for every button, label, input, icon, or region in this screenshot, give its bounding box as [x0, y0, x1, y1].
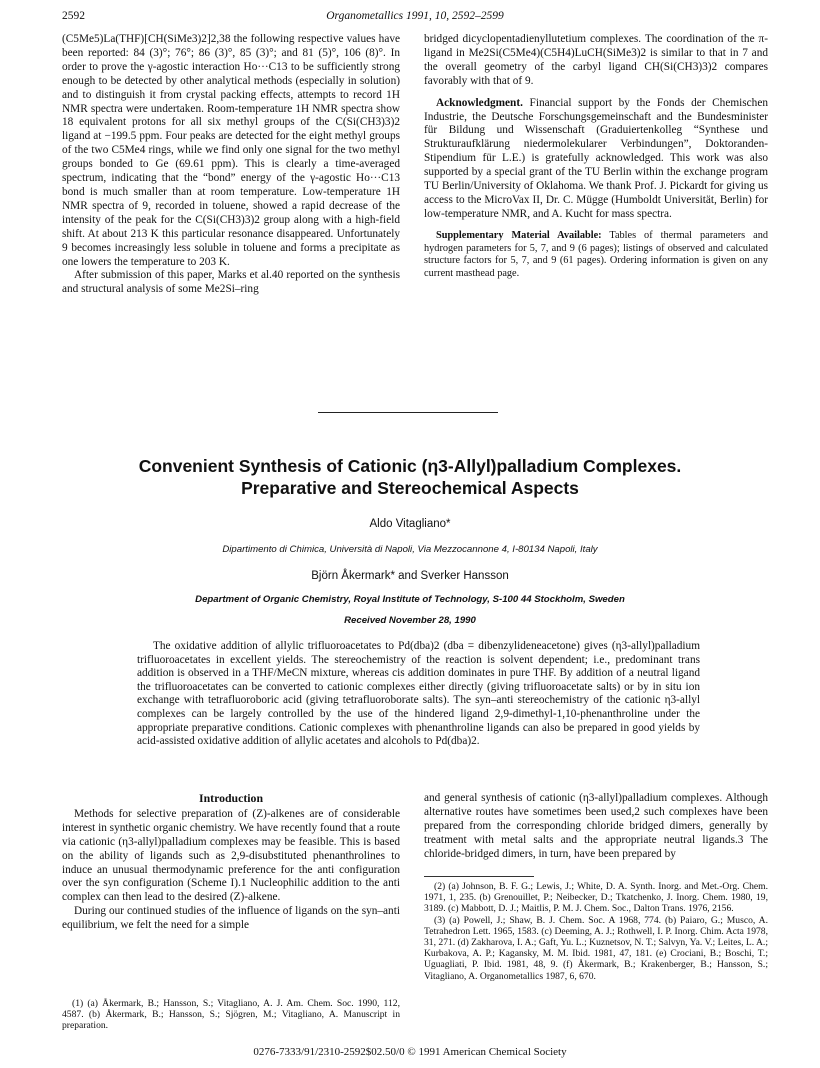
section-divider	[318, 412, 498, 413]
left-column-bottom	[62, 792, 400, 933]
body-paragraph: (C5Me5)La(THF)[CH(SiMe3)2]2,38 the following respective values have been reported: 84 (3)°; 76°; 86 (3)°, 85 (3)°; and 81 (5)°, 106 (8)°. In order to prove the γ-agostic interaction Ho···C13 to be sufficiently strong enough to be detected by other analytical methods (especially in solution) and to distinguish it from crystal packing effects, attempts to record 1H NMR spectra were undertaken. Room-temperature 1H NMR spectra show 18 equivalent protons for all six methyl groups of the C(Si(CH3)3)2 ligand at −199.5 ppm. Four peaks are detected for the eight methyl groups of the two C5Me4 rings, while we find only one signal for the two methyl groups bonded to Ge (69.61 ppm). This is clearly a time-averaged spectrum, indicating that the “bond” energy of the γ-agostic Ho···C13 bond is much smaller than at room temperature. Low-temperature 1H NMR spectra of 9, recorded in toluene, showed a rapid decrease of the intensity of the peak for the C(Si(CH3)3)2 group along with a high-field shift. At about 213 K this particular resonance disappeared. Unfortunately 9 becomes increasingly less soluble in toluene and forms a precipitate as one lowers the temperature to 203 K.	[62, 33, 400, 268]
body-paragraph: Methods for selective preparation of (Z)-alkenes are of considerable interest in synthetic organic chemistry. We have recently found that a route via cationic (η3-allyl)palladium complexes may be feasible. This is based on the ability of ligands such as 2,9-disubstituted phenanthrolines to induce an unusual thermodynamic preference for the anti configuration over the syn configuration (Scheme I).1 Nucleophilic addition to the anti complex can then lead to the desired (Z)-alkene.	[62, 807, 400, 904]
page-number: 2592	[62, 10, 85, 22]
section-heading: Introduction	[198, 791, 264, 805]
footnote-rule	[424, 876, 534, 877]
ack-text: Financial support by the Fonds der Chemischen Industrie, the Deutsche Forschungsgemeinschaft and the Bundesminister für Bildung und Wissenschaft (Graduiertenkolleg “Synthese und Strukturaufklärung niedermolekularer Verbindungen”, Doktoranden-Stipendium für L.E.) is gratefully acknowledged. This work was also supported by a special grant of the TU Berlin within the exchange program TU Berlin/University of Oklahoma. We thank Prof. J. Pickardt for giving us access to the MicroVax II, Dr. C. Mügge (Humboldt Universität, Berlin) for low-temperature NMR, and A. Kucht for mass spectra.	[424, 96, 768, 220]
running-header	[62, 10, 768, 26]
footnote: (2) (a) Johnson, B. F. G.; Lewis, J.; White, D. A. Synth. Inorg. and Met.-Org. Chem. 1971, 1, 235. (b) Grenouillet, P.; Neibecker, D.; Tkatchenko, J. Inorg. Chem. 1980, 19, 3189. (c) Mabbott, D. J.; Maitlis, P. M. J. Chem. Soc., Dalton Trans. 1976, 2156.	[424, 881, 768, 915]
supplementary-material	[424, 230, 768, 281]
article-title	[40, 455, 780, 499]
abstract: The oxidative addition of allylic trifluoroacetates to Pd(dba)2 (dba = dibenzylideneacetone) gives (η3-allyl)palladium trifluoroacetates in excellent yields. The stereochemistry of the reaction is solvent dependent; i.e., predominant trans addition is observed in a THF/MeCN mixture, whereas cis addition dominates in pure THF. By addition of a neutral ligand the trifluoroacetates can be converted to cationic complexes either directly (giving trifluoroacetate salts) or by in situ ion exchange with tetrafluoroboric acid (giving tetrafluoroborate salts). The syn–anti stereochemistry of the cationic η3-allyl complexes can be largely controlled by the use of the hindered ligand 2,9-dimethyl-1,10-phenanthroline under the appropriate preparative conditions. Cationic complexes with phenanthroline ligands can also be prepared in good yields by acid-assisted oxidative addition of allylic acetates and alcohols to Pd(dba)2.	[137, 640, 700, 748]
supp-text: Tables of thermal parameters and hydrogen parameters for 5, 7, and 9 (6 pages); listings of observed and calculated structure factors for 5, 7, and 9 (61 pages). Ordering information is given on any current masthead page.	[424, 229, 768, 280]
author: Björn Åkermark* and Sverker Hansson	[311, 570, 509, 582]
right-column-bottom	[424, 792, 768, 862]
body-paragraph: and general synthesis of cationic (η3-allyl)palladium complexes. Although alternative routes have sometimes been used,2 such complexes have been prepared from the corresponding chloride bridged dimers, generally by treatment with metal salts and the appropriate neutral ligands.3 The chloride-bridged dimers, in turn, have been prepared by	[424, 792, 768, 860]
footnotes-left	[62, 998, 400, 1032]
affiliation: Department of Organic Chemistry, Royal Institute of Technology, S-100 44 Stockholm, Sweden	[195, 594, 625, 605]
body-paragraph: During our continued studies of the influence of ligands on the syn–anti equilibrium, we felt the need for a simple	[62, 905, 400, 932]
footnote: (1) (a) Åkermark, B.; Hansson, S.; Vitagliano, A. J. Am. Chem. Soc. 1990, 112, 4587. (b) Åkermark, B.; Hansson, S.; Sjögren, M.; Vitagliano, A. Manuscript in preparation.	[62, 998, 400, 1032]
left-column-top	[62, 33, 400, 297]
body-paragraph: bridged dicyclopentadienyllutetium complexes. The coordination of the π-ligand in Me2Si(C5Me4)(C5H4)LuCH(SiMe3)2 is similar to that in 7 and the overall geometry of the carbyl ligand CH(Si(CH3)3)2 compares favorably with that of 9.	[424, 33, 768, 87]
footnotes-right	[424, 866, 768, 982]
received-date: Received November 28, 1990	[344, 615, 476, 626]
author: Aldo Vitagliano*	[369, 518, 451, 530]
affiliation: Dipartimento di Chimica, Università di Napoli, Via Mezzocannone 4, I-80134 Napoli, Italy	[222, 544, 598, 555]
title-line: Preparative and Stereochemical Aspects	[241, 478, 579, 498]
journal-citation: Organometallics 1991, 10, 2592–2599	[326, 10, 504, 22]
footnote: (3) (a) Powell, J.; Shaw, B. J. Chem. Soc. A 1968, 774. (b) Paiaro, G.; Musco, A. Tetrahedron Lett. 1965, 1583. (c) Deeming, A. J.; Rothwell, I. P. Inorg. Chim. Acta 1978, 31, 271. (d) Zakharova, I. A.; Gaft, Yu. L.; Kuznetsov, N. T.; Salvyn, Ya. V.; Leites, L. A.; Kurbakova, A. P.; Kagansky, M. M. Ibid. 1981, 47, 181. (e) Crociani, B.; Boschi, T.; Uguagliati, P. Ibid. 1981, 48, 9. (f) Åkermark, B.; Krakenberger, B.; Hansson, S.; Vitagliano, A. Organometallics 1987, 6, 670.	[424, 914, 768, 982]
right-column-top	[424, 33, 768, 281]
page-footer: 0276-7333/91/2310-2592$02.50/0 © 1991 American Chemical Society	[253, 1046, 567, 1058]
ack-label: Acknowledgment.	[436, 96, 523, 109]
acknowledgment	[424, 97, 768, 222]
title-line: Convenient Synthesis of Cationic (η3-Allyl)palladium Complexes.	[138, 456, 682, 476]
supp-label: Supplementary Material Available:	[436, 229, 602, 241]
body-paragraph: After submission of this paper, Marks et al.40 reported on the synthesis and structural analysis of some Me2Si–ring	[62, 269, 400, 296]
